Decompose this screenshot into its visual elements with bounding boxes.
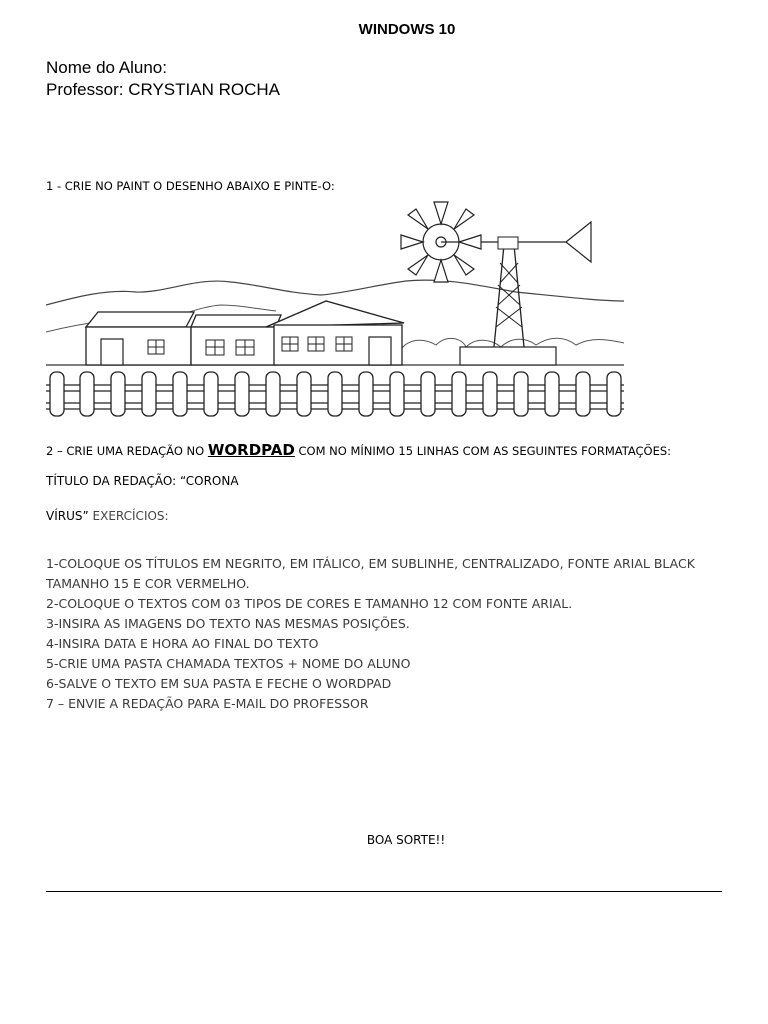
wordpad-highlight: WORDPAD [207,441,295,459]
closing-message: BOA SORTE!! [366,833,446,847]
instruction-item: 1-COLOQUE OS TÍTULOS EM NEGRITO, EM ITÁLICO, EM SUBLINHE, CENTRALIZADO, FONTE ARIAL BLACK TAMANHO 15 E COR VERMELHO. [46,556,695,591]
question-2-prefix: 2 – CRIE UMA REDAÇÃO NO [46,444,208,458]
instruction-item: 6-SALVE O TEXTO EM SUA PASTA E FECHE O WORDPAD [46,676,392,691]
essay-title-line: TÍTULO DA REDAÇÃO: “CORONA [46,474,239,488]
question-2 [46,441,671,459]
professor-line: Professor: CRYSTIAN ROCHA [46,80,280,99]
virus-word: VÍRUS” [46,509,89,523]
instruction-item: 3-INSIRA AS IMAGENS DO TEXTO NAS MESMAS POSIÇÕES. [46,616,410,631]
instruction-item: 2-COLOQUE O TEXTOS COM 03 TIPOS DE CORES E TAMANHO 12 COM FONTE ARIAL. [46,596,573,611]
student-name-label: Nome do Aluno: [46,58,167,77]
question-2-suffix: COM NO MÍNIMO 15 LINHAS COM AS SEGUINTES FORMATAÇÕES: [294,444,672,458]
exercises-label: EXERCÍCIOS: [88,509,169,523]
farm-windmill-illustration [46,197,624,419]
instruction-item: 7 – ENVIE A REDAÇÃO PARA E-MAIL DO PROFESSOR [46,696,369,711]
instruction-list [46,554,726,714]
horizontal-rule [46,891,722,892]
question-1: 1 - CRIE NO PAINT O DESENHO ABAIXO E PINTE-O: [46,179,335,193]
instruction-item: 4-INSIRA DATA E HORA AO FINAL DO TEXTO [46,636,319,651]
instruction-item: 5-CRIE UMA PASTA CHAMADA TEXTOS + NOME DO ALUNO [46,656,411,671]
page-title: WINDOWS 10 [358,21,456,38]
essay-virus-line [46,509,169,523]
